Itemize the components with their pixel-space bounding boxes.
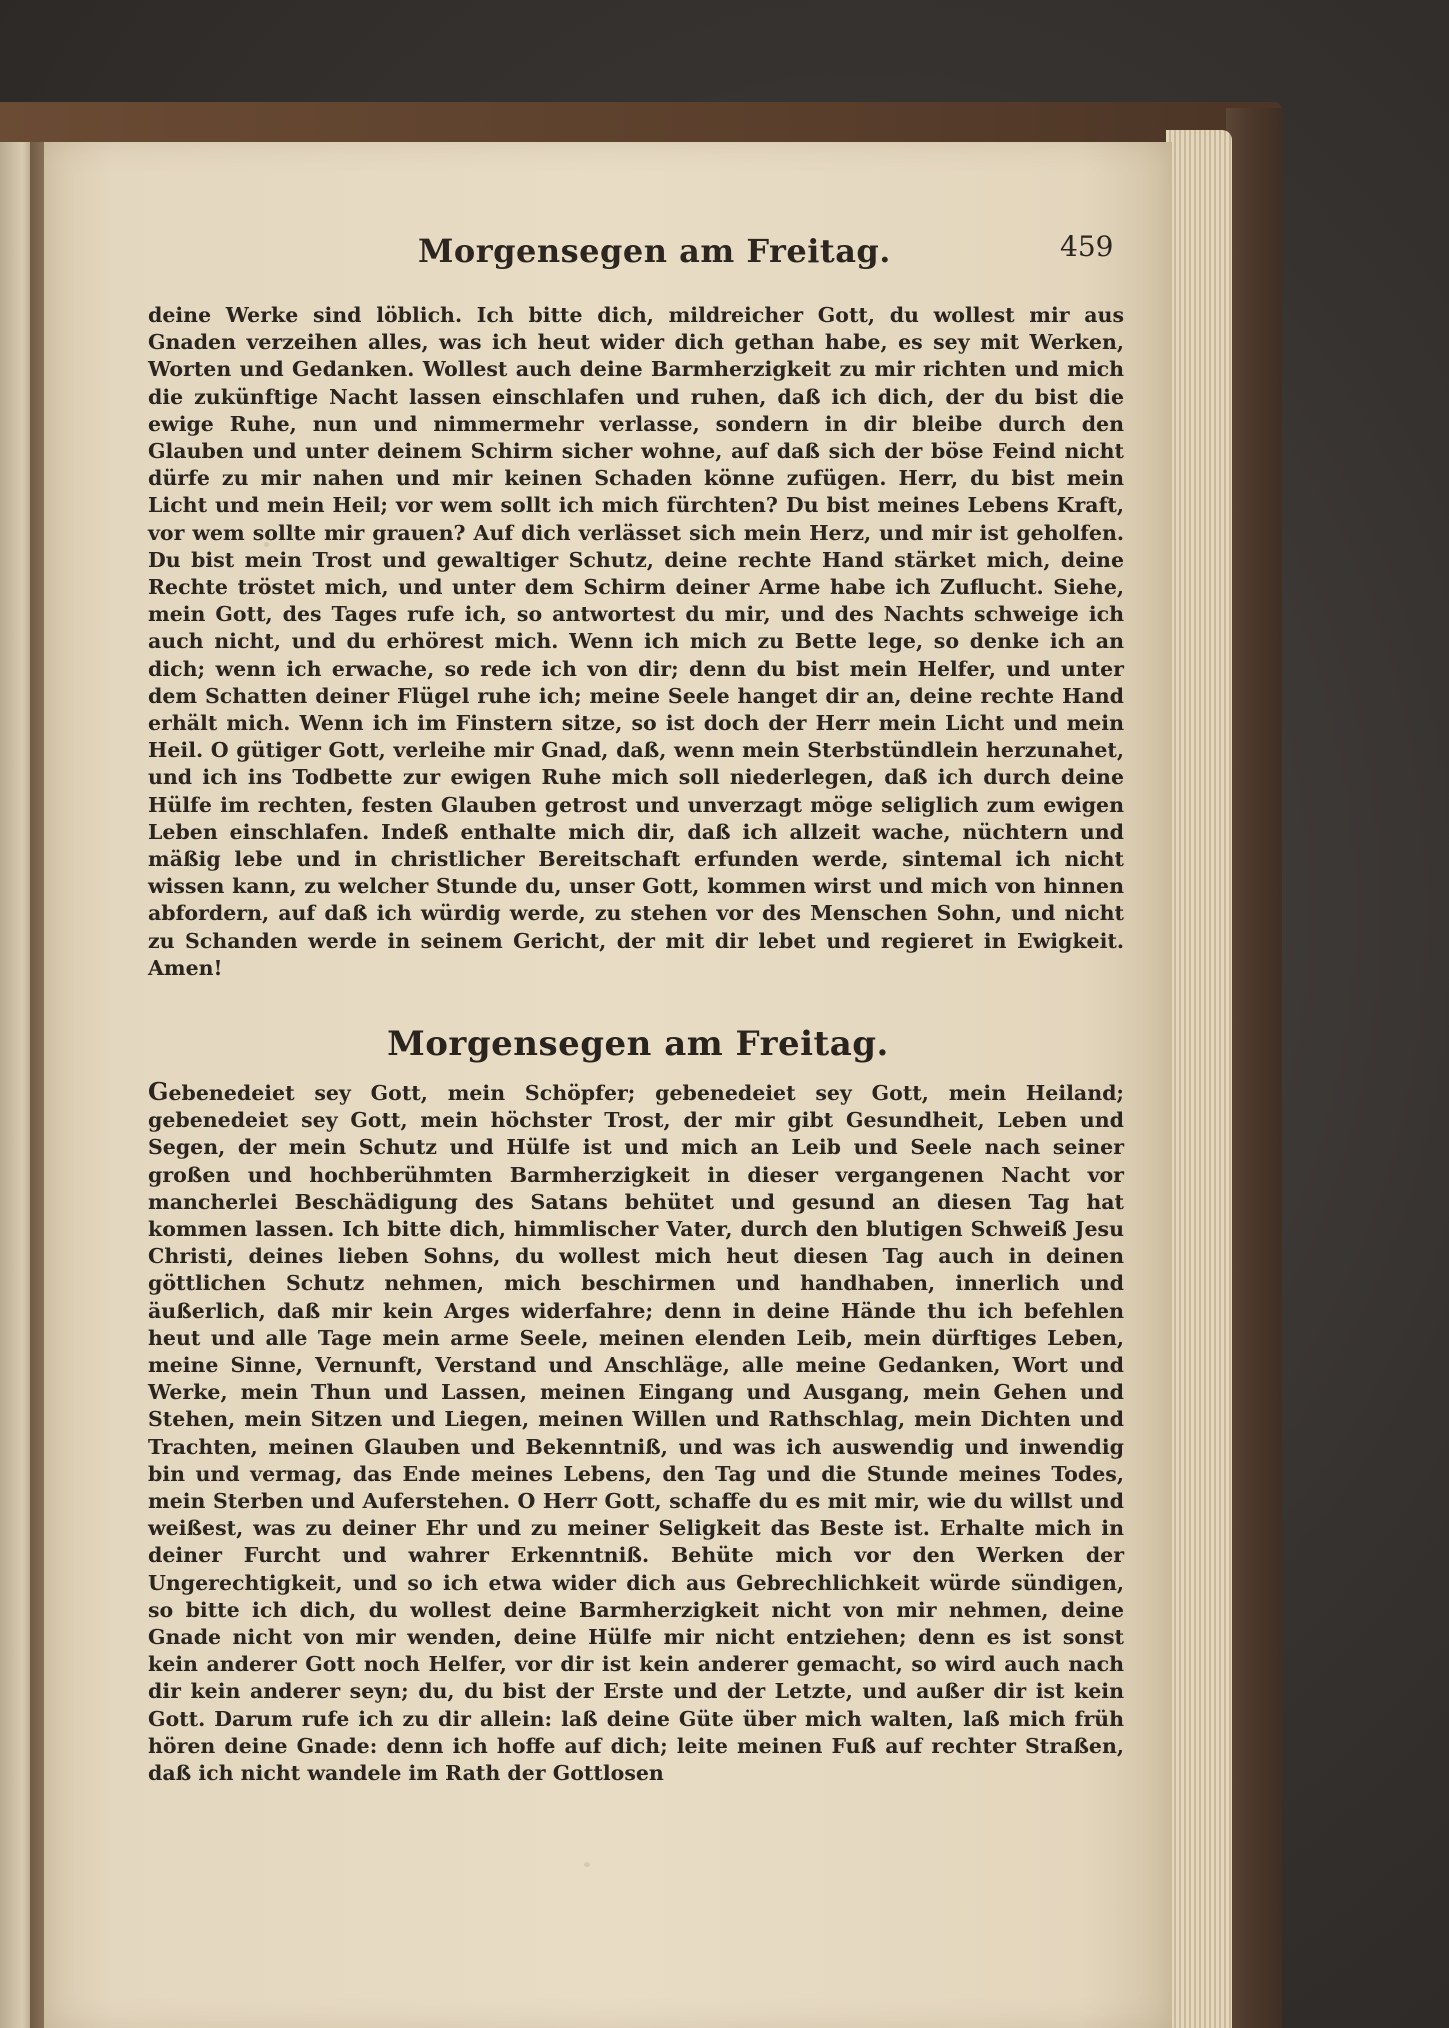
book-cover-edge xyxy=(1226,108,1282,2028)
section-heading: Morgensegen am Freitag. xyxy=(387,1024,889,1064)
page-content xyxy=(144,142,1132,2028)
prayer-continuation-paragraph: deine Werke sind löblich. Ich bitte dich, mildreicher Gott, du wollest mir aus Gnaden verzeihen alles, was ich heut wider dich gethan habe, es sey mit Werken, Worten und Gedanken. Wollest auch deine Barmherzigkeit zu mir richten und mich die zukünftige Nacht lassen einschlafen und ruhen, daß ich dich, der du bist die ewige Ruhe, nun und nimmermehr verlasse, sondern in dir bleibe durch den Glauben und unter deinem Schirm sicher wohne, auf daß sich der böse Feind nicht dürfe zu mir nahen und mir keinen Schaden könne zufügen. Herr, du bist mein Licht und mein Heil; vor wem sollt ich mich fürchten? Du bist meines Lebens Kraft, vor wem sollte mir grauen? Auf dich verlässet sich mein Herz, und mir ist geholfen. Du bist mein Trost und gewaltiger Schutz, deine rechte Hand stärket mich, deine Rechte tröstet mich, und unter dem Schirm deiner Arme habe ich Zuflucht. Siehe, mein Gott, des Tages rufe ich, so antwortest du mir, und des Nachts schweige ich auch nicht, und du erhörest mich. Wenn ich mich zu Bette lege, so denke ich an dich; wenn ich erwache, so rede ich von dir; denn du bist mein Helfer, und unter dem Schatten deiner Flügel ruhe ich; meine Seele hanget dir an, deine rechte Hand erhält mich. Wenn ich im Finstern sitze, so ist doch der Herr mein Licht und mein Heil. O gütiger Gott, verleihe mir Gnad, daß, wenn mein Sterbstündlein herzunahet, und ich ins Todbette zur ewigen Ruhe mich soll niederlegen, daß ich durch deine Hülfe im rechten, festen Glauben getrost und unverzagt möge seliglich zum ewigen Leben einschlafen. Indeß enthalte mich dir, daß ich allzeit wache, nüchtern und mäßig lebe und in christlicher Bereitschaft erfunden werde, sintemal ich nicht wissen kann, zu welcher Stunde du, unser Gott, kommen wirst und mich von hinnen abfordern, auf daß ich würdig werde, zu stehen vor des Menschen Sohn, und nicht zu Schanden werde in seinem Gericht, der mit dir lebet und regieret in Ewigkeit. Amen! xyxy=(148,303,1124,980)
initial-letter: G xyxy=(148,1077,169,1106)
morning-prayer-text: ebenedeiet sey Gott, mein Schöpfer; gebenedeiet sey Gott, mein Heiland; gebenedeiet sey Gott, mein höchster Trost, der mir gibt Gesundheit, Leben und Segen, der mein Schutz und Hülfe ist und mich an Leib und Seele nach seiner großen und hochberühmten Barmherzigkeit in dieser vergangenen Nacht vor mancherlei Beschädigung des Satans behütet und gesund an diesen Tag hat kommen lassen. Ich bitte dich, himmlischer Vater, durch den blutigen Schweiß Jesu Christi, deines lieben Sohns, du wollest mich heut diesen Tag auch in deinen göttlichen Schutz nehmen, mich beschirmen und handhaben, innerlich und äußerlich, daß mir kein Arges widerfahre; denn in deine Hände thu ich befehlen heut und alle Tage mein arme Seele, meinen elenden Leib, mein dürftiges Leben, meine Sinne, Vernunft, Verstand und Anschläge, alle meine Gedanken, Wort und Werke, mein Thun und Lassen, meinen Eingang und Ausgang, mein Gehen und Stehen, mein Sitzen und Liegen, meinen Willen und Rathschlag, mein Dichten und Trachten, meinen Glauben und Bekenntniß, und was ich auswendig und inwendig bin und vermag, das Ende meines Lebens, den Tag und die Stunde meines Todes, mein Sterben und Auferstehen. O Herr Gott, schaffe du es mit mir, wie du willst und weißest, was zu deiner Ehr und zu meiner Seligkeit das Beste ist. Erhalte mich in deiner Furcht und wahrer Erkenntniß. Behüte mich vor den Werken der Ungerechtigkeit, und so ich etwa wider dich aus Gebrechlichkeit würde sündigen, so bitte ich dich, du wollest deine Barmherzigkeit nicht von mir nehmen, deine Gnade nicht von mir wenden, deine Hülfe mir nicht entziehen; denn es ist sonst kein anderer Gott noch Helfer, vor dir ist kein anderer gemacht, so wird auch nach dir kein anderer seyn; du, du bist der Erste und der Letzte, und außer dir ist kein Gott. Darum rufe ich zu dir allein: laß deine Güte über mich walten, laß mich früh hören deine Gnade: denn ich hoffe auf dich; leite meinen Fuß auf rechter Straßen, daß ich nicht wandele im Rath der Gottlosen xyxy=(148,1081,1124,1786)
running-head xyxy=(144,224,1132,280)
book-page xyxy=(44,142,1172,2028)
page-number: 459 xyxy=(1060,230,1114,263)
page-stack-edges xyxy=(1166,130,1232,2028)
running-title: Morgensegen am Freitag. xyxy=(418,232,891,270)
morning-prayer-paragraph xyxy=(148,1078,1124,1787)
